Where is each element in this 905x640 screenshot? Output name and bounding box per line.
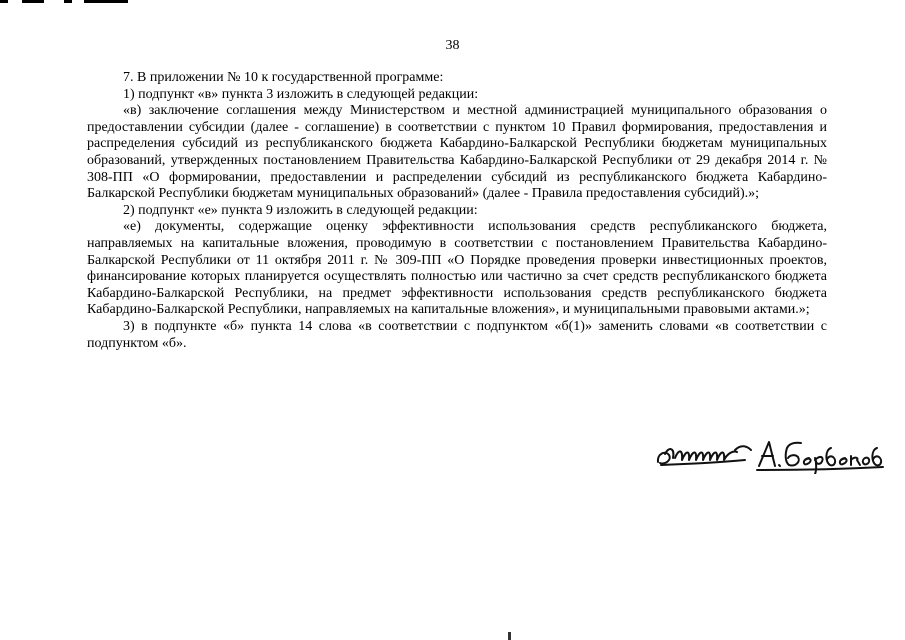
scan-edge-marks xyxy=(0,0,130,4)
paragraph-subitem-1: 1) подпункт «в» пункта 3 изложить в следующей редакции: xyxy=(123,86,479,102)
handwritten-signature xyxy=(655,436,885,474)
scan-edge-mark xyxy=(508,632,511,640)
signature-image xyxy=(655,436,885,474)
paragraph-quote-e: «е) документы, содержащие оценку эффективности использования средств республиканского бюджета, направляемых на капитальные вложения, проводимую в соответствии с постановлением Правительства Кабардино-Балкарской Республики от 11 октября 2011 г. № 309-ПП «О Порядке проведения проверки инвестиционных проектов, финансирование которых планируется осуществлять полностью или частично за счет средств республиканского бюджета Кабардино-Балкарской Республики, на предмет эффективности использования средств республиканского бюджета Кабардино-Балкарской Республики, направляемых на капитальные вложения», и муниципальными правовыми актами.»; xyxy=(87,219,827,318)
document-body xyxy=(87,70,827,352)
paragraph-subitem-3: 3) в подпункте «б» пункта 14 слова «в соответствии с подпунктом «б(1)» заменить словами «в соответствии с подпунктом «б». xyxy=(87,318,827,351)
paragraph-item-7: 7. В приложении № 10 к государственной программе: xyxy=(123,70,444,85)
paragraph-subitem-2: 2) подпункт «е» пункта 9 изложить в следующей редакции: xyxy=(123,202,478,218)
page-number: 38 xyxy=(445,38,460,53)
paragraph-quote-v: «в) заключение соглашения между Министерством и местной администрацией муниципального образования о предоставлении субсидии (далее - соглашение) в соответствии с пунктом 10 Правил формирования, предоставления и распределения субсидий из республиканского бюджета Кабардино-Балкарской Республики бюджетам муниципальных образований, утвержденных постановлением Правительства Кабардино-Балкарской Республики от 29 декабря 2014 г. № 308-ПП «О формировании, предоставлении и распределении субсидий из республиканского бюджета Кабардино-Балкарской Республики бюджетам муниципальных образований» (далее - Правила предоставления субсидий).»; xyxy=(87,103,827,202)
